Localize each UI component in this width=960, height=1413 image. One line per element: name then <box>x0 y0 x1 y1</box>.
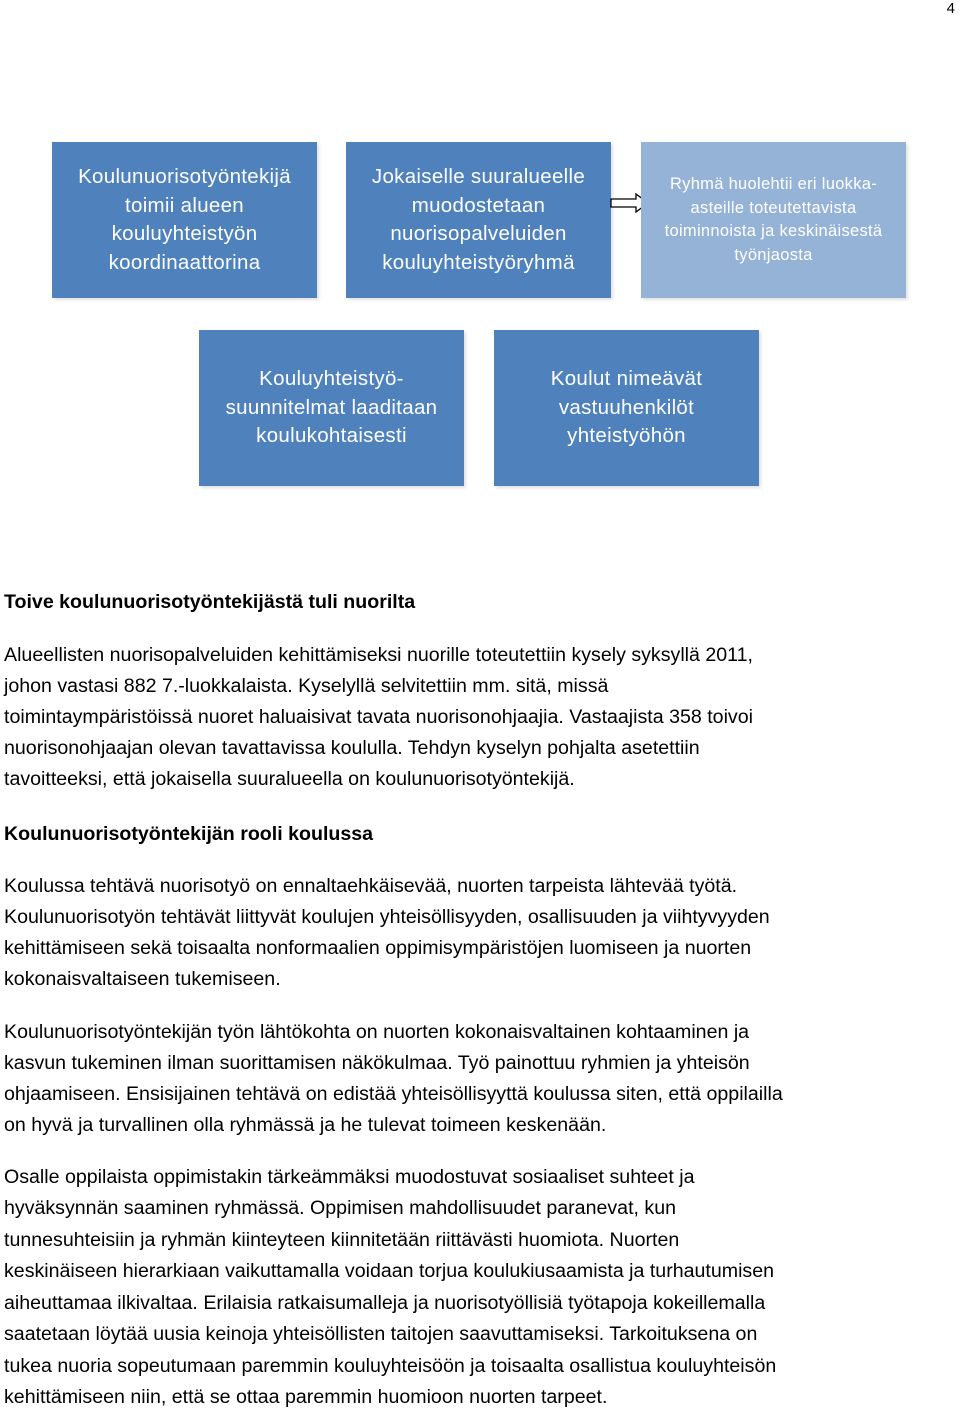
diagram-box-activities-text: Ryhmä huolehtii eri luokka- asteille toteutettavista toiminnoista ja keskinäisestä työnjaosta <box>664 175 883 264</box>
page-number: 4 <box>946 0 955 17</box>
body-line: nuorisonohjaajan olevan tavattavissa koululla. Tehdyn kyselyn pohjalta asetettiin <box>4 737 700 759</box>
diagram-box-working-group <box>346 142 611 298</box>
body-line: Osalle oppilaista oppimistakin tärkeämmäksi muodostuvat sosiaaliset suhteet ja <box>4 1166 695 1188</box>
body-line: keskinäiseen hierarkiaan vaikuttamalla voidaan torjua koulukiusaamista ja turhautumisen <box>4 1260 775 1282</box>
body-line: hyväksynnän saaminen ryhmässä. Oppimisen mahdollisuudet paranevat, kun <box>4 1197 676 1219</box>
body-line: aiheuttamaa ilkivaltaa. Erilaisia ratkaisumalleja ja nuorisotyöllisiä työtapoja kokeillemalla <box>4 1292 766 1314</box>
diagram-box-coordinator-text: Koulunuorisotyöntekijä toimii alueen kouluyhteistyön koordinaattorina <box>78 165 291 274</box>
body-line: johon vastasi 882 7.-luokkalaista. Kyselyllä selvitettiin mm. sitä, missä <box>4 675 609 697</box>
body-line: toimintaympäristöissä nuoret haluaisivat tavata nuorisonohjaajia. Vastaajista 358 toivoi <box>4 706 753 728</box>
body-line: kokonaisvaltaiseen tukemiseen. <box>4 968 281 990</box>
diagram-box-plans <box>199 330 464 486</box>
diagram-box-coordinator <box>52 142 317 298</box>
body-line: on hyvä ja turvallinen olla ryhmässä ja he tulevat toimeen keskenään. <box>4 1114 607 1136</box>
diagram-box-working-group-text: Jokaiselle suuralueelle muodostetaan nuorisopalveluiden kouluyhteistyöryhmä <box>371 165 586 274</box>
body-line: tavoitteeksi, että jokaisella suuralueella on koulunuorisotyöntekijä. <box>4 768 575 790</box>
body-line: Koulunuorisotyön tehtävät liittyvät koulujen yhteisöllisyyden, osallisuuden ja viihtyvyyden <box>4 906 770 928</box>
body-line: tukea nuoria sopeutumaan paremmin kouluyhteisöön ja toisaalta osallistua kouluyhteisön <box>4 1355 777 1377</box>
body-line: tunnesuhteisiin ja ryhmän kiinteyteen kiinnitetään riittävästi huomiota. Nuorten <box>4 1229 680 1251</box>
diagram-box-contacts-text: Koulut nimeävät vastuuhenkilöt yhteistyöhön <box>550 367 703 448</box>
body-line: Koulunuorisotyöntekijän työn lähtökohta on nuorten kokonaisvaltainen kohtaaminen ja <box>4 1021 750 1043</box>
diagram-box-contacts <box>494 330 759 486</box>
body-line: kehittämiseen sekä toisaalta nonformaalien oppimisympäristöjen luomiseen ja nuorten <box>4 937 752 959</box>
body-line: kasvun tukeminen ilman suorittamisen näkökulmaa. Työ painottuu ryhmien ja yhteisön <box>4 1052 750 1074</box>
body-line: kehittämiseen niin, että se ottaa paremmin huomioon nuorten tarpeet. <box>4 1386 608 1408</box>
section-heading-survey: Toive koulunuorisotyöntekijästä tuli nuorilta <box>4 591 416 613</box>
diagram-box-plans-text: Kouluyhteistyö- suunnitelmat laaditaan koulukohtaisesti <box>225 367 438 448</box>
section-heading-role: Koulunuorisotyöntekijän rooli koulussa <box>4 823 374 845</box>
body-line: Alueellisten nuorisopalveluiden kehittämiseksi nuorille toteutettiin kysely syksyllä 2011, <box>4 644 753 666</box>
body-line: ohjaamiseen. Ensisijainen tehtävä on edistää yhteisöllisyyttä koulussa siten, että oppilailla <box>4 1083 783 1105</box>
body-line: saatetaan löytää uusia keinoja yhteisöllisten taitojen saavuttamiseksi. Tarkoituksena on <box>4 1323 758 1345</box>
diagram-box-activities <box>641 142 906 298</box>
body-line: Koulussa tehtävä nuorisotyö on ennaltaehkäisevää, nuorten tarpeista lähtevää työtä. <box>4 875 738 897</box>
